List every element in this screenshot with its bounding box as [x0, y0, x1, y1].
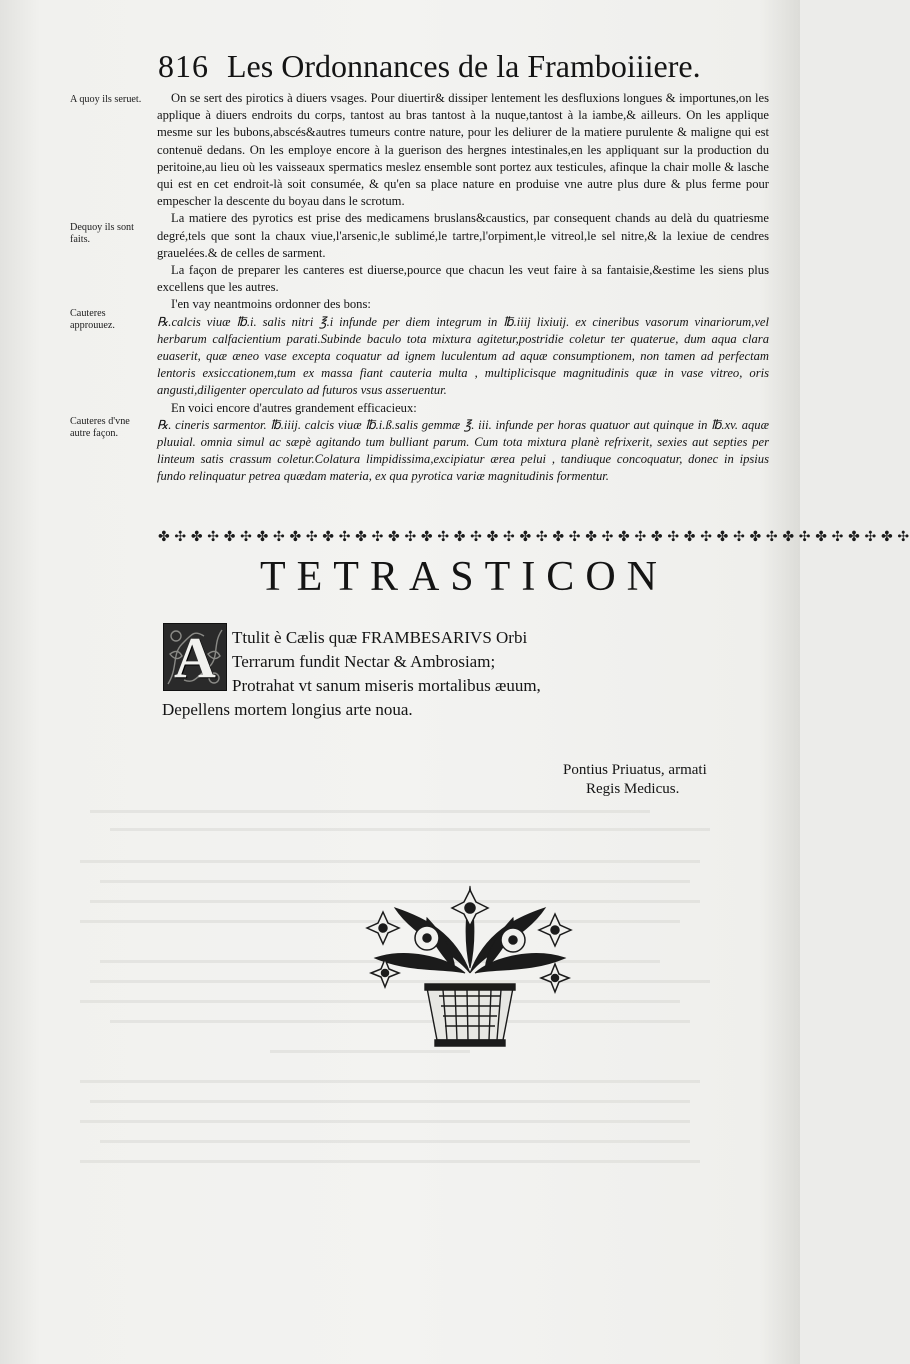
paragraph: La façon de preparer les canteres est diuerse,pource que chacun les veut faire à sa fantaisie,&estime les siens plus excellens que les autres. — [157, 263, 769, 295]
paragraph: I'en vay neantmoins ordonner des bons: — [171, 297, 371, 312]
paragraph: En voici encore d'autres grandement efficacieux: — [171, 400, 417, 415]
recipe-paragraph: ℞. cineris sarmentor. ℔.iiij. calcis viuæ ℔.i.ß.salis gemmæ ℥. iii. infunde per horas quatuor aut quinque in ℔.xv. aquæ pluuial. omnia simul ac sæpè agitando tum bulliant parum. Cum tota mixtura planè refrixerit, sexies aut septies per linteum satis crassum coletur.Colatura limpidissima,excipiatur ærea pelui , tandiuque concoquatur, donec in ipsius fundo relinquatur petrea quædam materia, ex qua pyrotica variæ magnitudinis formentur. — [157, 417, 769, 484]
flower-basket-fleuron — [355, 878, 585, 1053]
signature-line: Pontius Priuatus, armati — [563, 762, 707, 778]
verse-line: Ttulit è Cælis quæ FRAMBESARIVS Orbi — [232, 628, 528, 647]
margin-note: Cauteres approuuez. — [70, 308, 115, 331]
margin-note: Cauteres d'vne autre façon. — [70, 416, 130, 439]
ornament-band: ✤ ✣ ✤ ✣ ✤ ✣ ✤ ✣ ✤ ✣ ✤ ✣ ✤ ✣ ✤ ✣ ✤ ✣ ✤ ✣ ✤ ✣ ✤ ✣ ✤ ✣ ✤ ✣ ✤ ✣ ✤ ✣ ✤ ✣ ✤ ✣ ✤ ✣ ✤ ✣ ✤ ✣ ✤ ✣ ✤ ✣ — [158, 530, 910, 545]
margin-note: A quoy ils seruet. — [70, 94, 142, 105]
verse-line: Protrahat vt sanum miseris mortalibus æuum, — [232, 676, 541, 695]
running-head — [158, 46, 770, 86]
main-text — [157, 90, 769, 486]
verse-line: Terrarum fundit Nectar & Ambrosiam; — [232, 652, 496, 671]
page-number: 816 — [158, 48, 209, 84]
paragraph: On se sert des pirotics à diuers vsages. Pour diuertir& dissiper lentement les desfluxions longues & importunes,on les applique à diuers endroits du corps, tantost au bras tantost à la nuque,tantost à la iambe,& ailleurs. On les applique mesme sur les bubons,abscés&autres tumeurs contre nature, pour les deliurer de la matiere purulente & maligne qui est contenuë dedans. On les employe encore à la guerison des hergnes intestinales,en les appliquant sur la production du peritoine,au lieu où les vaisseaux spermatics meslez ensemble sont portez aux testicules, afinque la chair molle & lasche qui est en cet endroit-là soit consumée, & qu'en sa place nature en produise vne autre plus dure & plus ferme pour empescher la descente du boyau dans le scrotum. — [157, 91, 769, 209]
margin-note: Dequoy ils sont faits. — [70, 222, 134, 245]
signature-line: Regis Medicus. — [586, 781, 680, 797]
paragraph: La matiere des pyrotics est prise des medicamens bruslans&caustics, par consequent chands au delà du quatriesme degré,tels que sont la chaux viue,l'arsenic,le sublimé,le tartre,l'orpiment,le vitreol,le sel nitre,& la lexiue de cendres grauelées.& de celles de sarment. — [157, 211, 769, 260]
decorated-initial — [163, 623, 227, 691]
flower-basket-icon — [355, 878, 585, 1048]
running-title: Les Ordonnances de la Framboiiiere. — [227, 48, 701, 84]
tetrasticon-title: TETRASTICON — [260, 554, 668, 600]
verse-line: Depellens mortem longius arte noua. — [162, 700, 413, 719]
initial-letter: A — [174, 625, 216, 690]
recipe-paragraph: ℞.calcis viuæ ℔.i. salis nitri ℥.i infunde per diem integrum in ℔.iiij lixiuij. ex cineribus vasorum vinariorum,vel herbarum calfacientium parati.Subinde baculo tota mixtura agitetur,postridie coletur ter quaterue, dum aqua clara euaserit, quæ æneo vase excepta coquatur ad ignem luculentum ad aquæ consumptionem, non tamen ad perfectam lentoris exsiccationem,tum ex massa fiant cauteria multa , multiplicisque magnitudinis quæ in vase vitreo, oris angusti,diligenter operculato ad futuros vsus asseruentur. — [157, 314, 769, 398]
